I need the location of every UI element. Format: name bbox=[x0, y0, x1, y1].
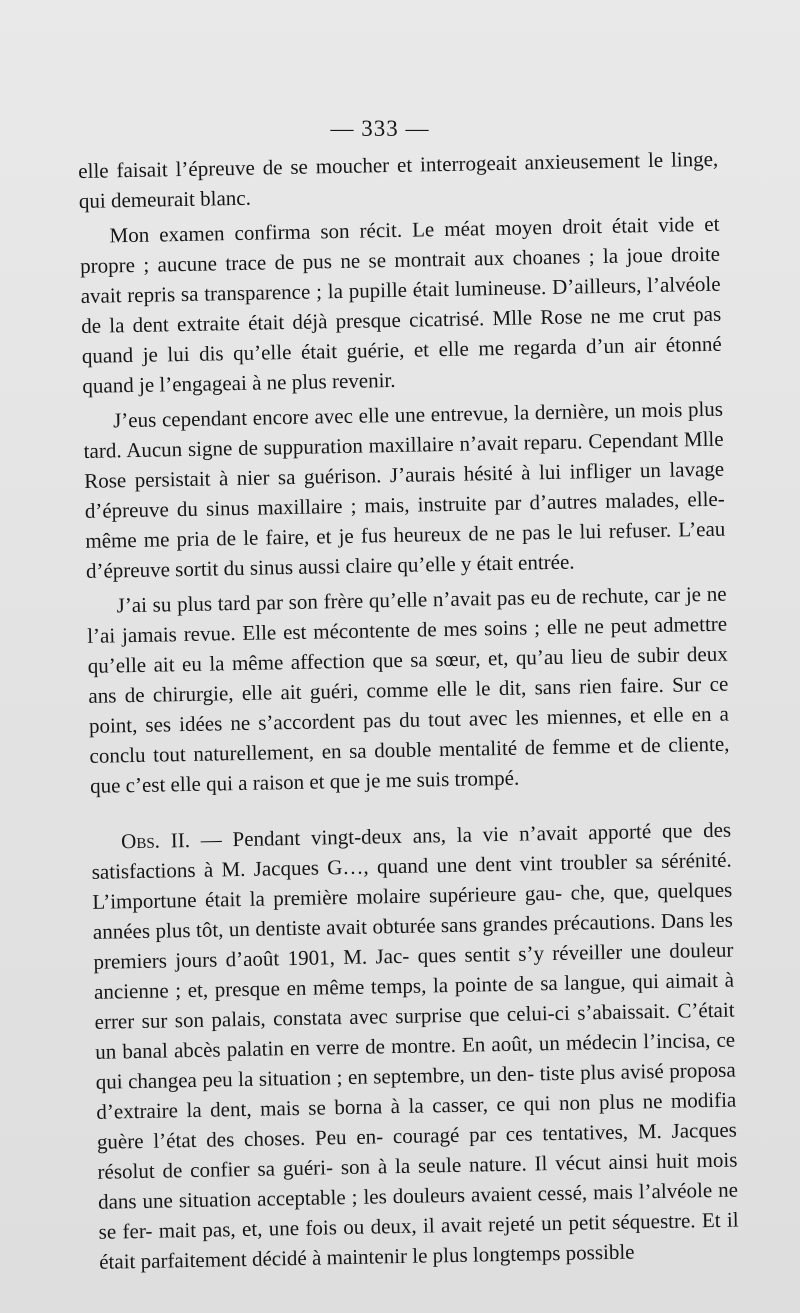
text-line: elle me regarda d’un air étonné quand je l’engageai à ne plus bbox=[82, 331, 722, 398]
text-line: reparu. Cependant Mlle Rose persistait à nier sa guérison. J’aurais bbox=[84, 426, 724, 493]
text-line: sinus aussi claire qu’elle y était entrée. bbox=[249, 549, 575, 580]
text-line: che, que, quelques années plus tôt, un dentiste avait obturée sans bbox=[92, 877, 733, 944]
text-line: même temps, la pointe de sa langue, qui aimait à errer sur son bbox=[94, 967, 735, 1034]
text-line: des satisfactions à M. Jacques G…, quand une dent vint troubler bbox=[91, 817, 732, 884]
text-line: palais, constata avec surprise que celui-ci s’abaissait. C’était un bbox=[94, 997, 735, 1064]
text-line: ques sentit s’y réveiller une douleur ancienne ; et, presque en bbox=[93, 937, 734, 1004]
text-line: l’incisa, ce qui changea peu la situation ; en septembre, un den- bbox=[95, 1027, 736, 1094]
page-number: — 333 — bbox=[330, 116, 430, 141]
text-line: raison et que je me suis trompé. bbox=[252, 765, 520, 795]
text-line: casser, ce qui non plus ne modifia guère l’état des choses. Peu en- bbox=[96, 1087, 737, 1154]
text-line: elle faisait l’épreuve de se moucher et interrogeait anxieusement bbox=[78, 148, 641, 183]
text-line: du tout avec les miennes, et elle en a conclu tout naturellement, bbox=[89, 701, 730, 768]
text-line: car je ne l’ai jamais revue. Elle est mécontente de mes soins ; elle bbox=[86, 581, 727, 648]
text-line: Mon examen confirma son récit. Le méat moyen droit était vide bbox=[109, 212, 695, 248]
text-line: et je fus heureux de ne pas le lui refuser. L’eau d’épreuve sortit du bbox=[85, 516, 726, 583]
text-line: hésité à lui infliger un lavage d’épreuve du sinus maxillaire ; bbox=[84, 456, 725, 523]
text-line: le linge, qui demeurait blanc. bbox=[78, 146, 719, 213]
text-line: mais, instruite par d’autres malades, elle-même me pria de le faire, bbox=[85, 486, 725, 553]
text-line: J’ai su plus tard par son frère qu’elle n’avait pas eu de rechute, bbox=[116, 583, 649, 618]
text-line: en sa double mentalité de femme et de cliente, que c’est elle qui a bbox=[89, 731, 730, 798]
text-line: Mlle Rose ne me crut pas quand je lui dis qu’elle était guérie, et bbox=[81, 301, 722, 368]
text-line: elle le dit, sans rien faire. Sur ce point, ses idées ne s’accordent pas bbox=[88, 671, 729, 738]
text-line: revenir. bbox=[331, 367, 396, 394]
text-line: couragé par ces tentatives, M. Jacques résolut de confier sa guéri- bbox=[97, 1117, 738, 1184]
paragraph bbox=[78, 144, 719, 216]
body-text bbox=[78, 144, 739, 1282]
observation-paragraph bbox=[91, 815, 740, 1277]
text-line: mait pas, et, une fois ou deux, il avait rejeté un petit séquestre. Et bbox=[158, 1207, 721, 1243]
text-line: — Pendant vingt-deux ans, la vie n’avait apporté que bbox=[189, 818, 693, 852]
text-line: ne peut admettre qu’elle ait eu la même affection que sa sœur, et, bbox=[87, 611, 728, 678]
text-line: joue droite avait repris sa transparence ; la pupille était lumineuse. bbox=[80, 241, 721, 308]
text-line: grandes précautions. Dans les premiers jours d’août 1901, M. Jac- bbox=[93, 907, 734, 974]
text-line: son à la seule nature. Il vécut ainsi huit mois dans une situation bbox=[97, 1147, 738, 1214]
text-line: qu’au lieu de subir deux ans de chirurgie, elle ait guéri, comme bbox=[88, 641, 728, 708]
text-line: et propre ; aucune trace de pus ne se montrait aux choanes ; la bbox=[79, 211, 720, 278]
paragraph bbox=[79, 209, 722, 401]
text-line: mois plus tard. Aucun signe de suppuration maxillaire n’avait bbox=[83, 396, 724, 463]
paragraph bbox=[86, 579, 730, 801]
paragraph bbox=[83, 394, 726, 586]
text-line: acceptable ; les douleurs avaient cessé, mais l’alvéole ne se fer- bbox=[98, 1177, 739, 1244]
text-line: D’ailleurs, l’alvéole de la dent extraite était déjà presque cicatrisé. bbox=[81, 271, 721, 338]
text-line: sa sérénité. L’importune était la première molaire supérieure gau- bbox=[92, 847, 732, 914]
text-line: tiste plus avisé proposa d’extraire la dent, mais se borna à la bbox=[96, 1057, 736, 1124]
text-line: banal abcès palatin en verre de montre. En août, un médecin bbox=[122, 1029, 638, 1064]
text-line: il était parfaitement décidé à maintenir le plus longtemps possible bbox=[99, 1207, 739, 1274]
text-line: J’eus cependant encore avec elle une entrevue, la dernière, un bbox=[112, 398, 636, 433]
observation-label: Obs. II. bbox=[120, 827, 191, 854]
